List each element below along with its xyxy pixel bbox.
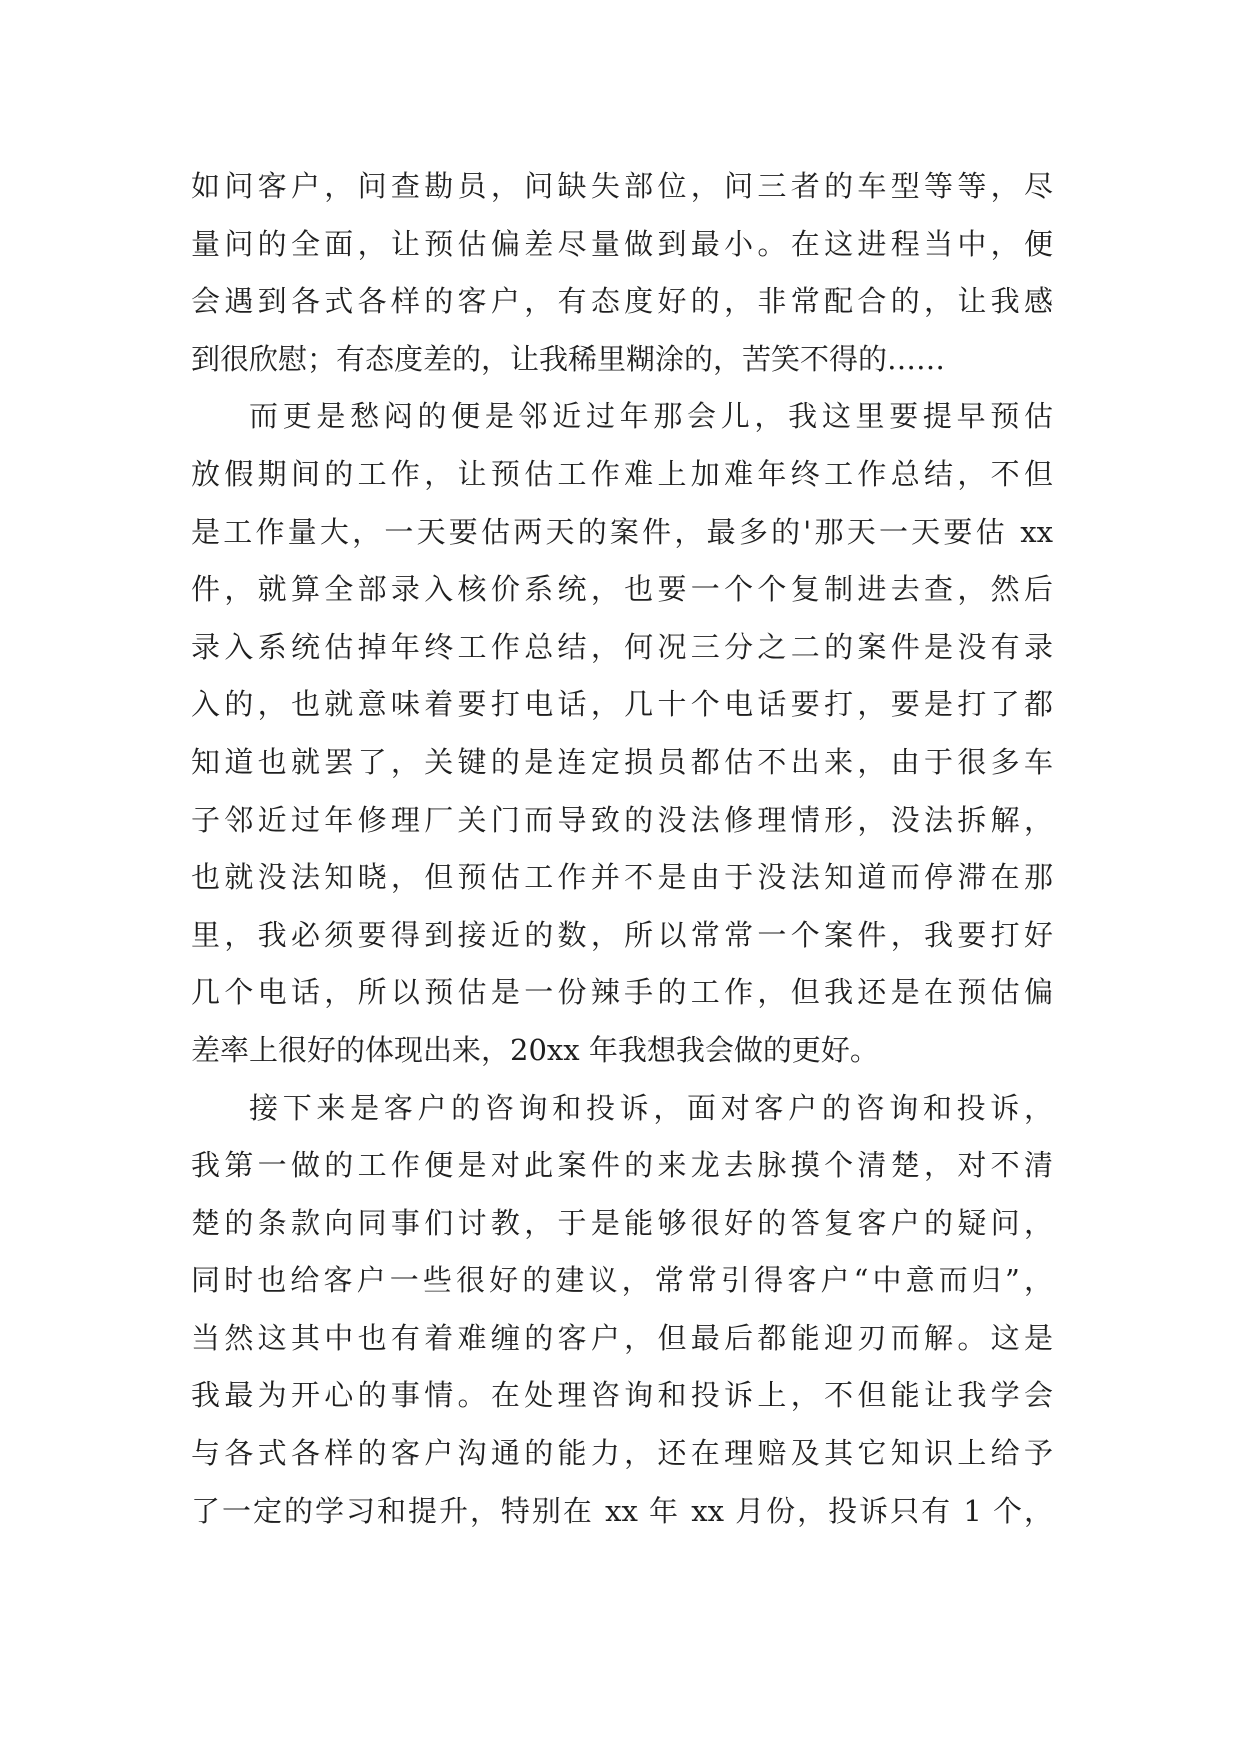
text-line: 差率上很好的体现出来，20xx 年我想我会做的更好。 xyxy=(191,1032,879,1067)
text-line: 是工作量大，一天要估两天的案件，最多的'那天一天要估 xx xyxy=(191,514,1053,549)
text-line: 件，就算全部录入核价系统，也要一个个复制进去查，然后 xyxy=(191,572,1053,607)
text-line: 而更是愁闷的便是邻近过年那会儿，我这里要提早预估 xyxy=(249,399,1053,434)
document-body xyxy=(191,158,1053,1540)
text-line: 到很欣慰；有态度差的，让我稀里糊涂的，苦笑不得的…… xyxy=(191,341,946,376)
paragraph-2 xyxy=(191,388,1053,1079)
text-line: 也就没法知晓，但预估工作并不是由于没法知道而停滞在那 xyxy=(191,860,1053,895)
text-line: 我最为开心的事情。在处理咨询和投诉上，不但能让我学会 xyxy=(191,1378,1053,1413)
text-line: 放假期间的工作，让预估工作难上加难年终工作总结，不但 xyxy=(191,456,1053,491)
paragraph-1 xyxy=(191,158,1053,388)
text-line: 我第一做的工作便是对此案件的来龙去脉摸个清楚，对不清 xyxy=(191,1148,1053,1183)
text-line: 如问客户，问查勘员，问缺失部位，问三者的车型等等，尽 xyxy=(191,169,1053,203)
text-line: 知道也就罢了，关键的是连定损员都估不出来，由于很多车 xyxy=(191,744,1053,779)
text-line: 与各式各样的客户沟通的能力，还在理赔及其它知识上给予 xyxy=(191,1436,1053,1471)
text-line: 几个电话，所以预估是一份辣手的工作，但我还是在预估偏 xyxy=(191,975,1053,1010)
text-line: 会遇到各式各样的客户，有态度好的，非常配合的，让我感 xyxy=(191,284,1053,319)
text-line: 了一定的学习和提升，特别在 xx 年 xx 月份，投诉只有 1 个， xyxy=(191,1493,1053,1528)
text-line: 楚的条款向同事们讨教，于是能够很好的答复客户的疑问， xyxy=(191,1205,1053,1240)
text-line: 当然这其中也有着难缠的客户，但最后都能迎刃而解。这是 xyxy=(191,1320,1053,1355)
paragraph-3 xyxy=(191,1080,1053,1541)
text-line: 接下来是客户的咨询和投诉，面对客户的咨询和投诉， xyxy=(249,1090,1053,1125)
text-line: 入的，也就意味着要打电话，几十个电话要打，要是打了都 xyxy=(191,687,1053,722)
text-line: 里，我必须要得到接近的数，所以常常一个案件，我要打好 xyxy=(191,917,1053,952)
text-line: 子邻近过年修理厂关门而导致的没法修理情形，没法拆解， xyxy=(191,802,1053,837)
text-line: 录入系统估掉年终工作总结，何况三分之二的案件是没有录 xyxy=(191,629,1053,664)
text-line: 同时也给客户一些很好的建议，常常引得客户“中意而归”， xyxy=(191,1263,1053,1298)
text-line: 量问的全面，让预估偏差尽量做到最小。在这进程当中，便 xyxy=(191,226,1053,261)
